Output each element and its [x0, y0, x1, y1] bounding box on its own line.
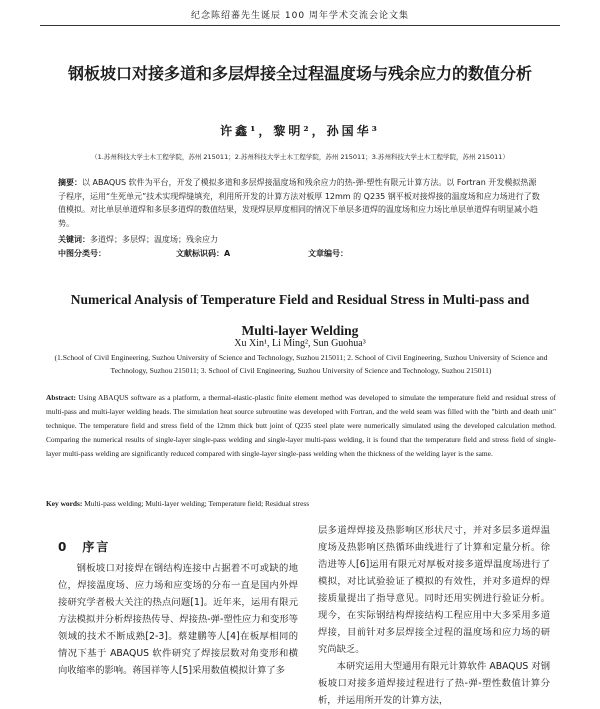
doc-code-value: A	[224, 249, 231, 258]
section-title: 序言	[82, 540, 111, 554]
body-column-left	[58, 560, 298, 679]
keywords-en	[46, 498, 556, 510]
affiliation-en: (1.School of Civil Engineering, Suzhou University of Science and Technology, Suzhou 215011; 2. School of Civil Engineering, Suzhou University of Science and Technology, Suzhou 215011; 3. School of Civil Engineering, Suzhou University of Science and Technology, Suzhou 215011)	[54, 353, 548, 375]
body-paragraph: 本研究运用大型通用有限元计算软件 ABAQUS 对钢板坡口对接多道焊接过程进行了热-弹-塑性数值计算分析，并运用所开发的计算方法，	[318, 661, 550, 706]
article-no-label: 文章编号：	[308, 249, 348, 258]
doc-code-label: 文献标识码：	[176, 249, 224, 258]
running-header: 纪念陈绍蕃先生诞辰 100 周年学术交流会论文集	[40, 8, 560, 26]
paper-title-cn: 钢板坡口对接多道和多层焊接全过程温度场与残余应力的数值分析	[67, 64, 532, 83]
keywords-en-text: Multi-pass welding; Multi-layer welding; Temperature field; Residual stress	[82, 499, 310, 508]
authors-en: Xu Xin¹, Li Ming², Sun Guohua³	[234, 338, 366, 349]
keywords-cn-label: 关键词：	[58, 235, 90, 244]
body-column-right	[318, 522, 550, 709]
paper-title-en-line2: Multi-layer Welding	[241, 323, 359, 338]
abstract-en-label: Abstract:	[46, 393, 76, 402]
clc-label: 中图分类号：	[58, 249, 106, 258]
abstract-cn-label: 摘要：	[58, 178, 82, 187]
paper-title-en	[50, 284, 550, 346]
section-heading	[58, 538, 110, 555]
body-paragraph: 钢板坡口对接焊在钢结构连接中占据着不可或缺的地位，焊接温度场、应力场和应变场的分布一直是国内外焊接研究学者极大关注的热点问题[1]。近年来，运用有限元方法模拟并分析焊接热传导、焊接热-弹-塑性应力和变形等领域的技术不断成熟[2-3]。蔡建鹏等人[4]在板厚相同的情况下基于 ABAQUS 软件研究了焊接层数对角变形和横向收缩率的影响。蒋国祥等人[5]采用数值模拟计算了多	[58, 563, 298, 676]
abstract-en	[46, 391, 556, 461]
section-number: 0	[58, 540, 69, 554]
keywords-cn	[58, 233, 542, 246]
affiliation-cn: （1.苏州科技大学土木工程学院，苏州 215011；2.苏州科技大学土木工程学院，苏州 215011；3.苏州科技大学土木工程学院，苏州 215011）	[91, 153, 509, 161]
paper-title-en-line1: Numerical Analysis of Temperature Field and Residual Stress in Multi-pass and	[70, 292, 530, 307]
abstract-cn	[58, 176, 542, 230]
abstract-cn-text: 以 ABAQUS 软件为平台，开发了模拟多道和多层焊接温度场和残余应力的热-弹-塑性有限元计算方法。以 Fortran 开发模拟热源子程序，运用“生死单元”技术实现焊缝填充，利用所开发的计算方法对板厚 12mm 的 Q235 钢平板对接焊接的温度场和应力场进行了数值模拟。对比单层单道焊和多层多道焊的数值结果，发现焊层厚度相同的情况下单层多道焊的温度场和应力场比单层单道焊有明显减小趋势。	[58, 178, 540, 228]
authors-cn: 许鑫¹，黎明²，孙国华³	[220, 124, 380, 138]
abstract-en-text: Using ABAQUS software as a platform, a thermal-elastic-plastic finite element method was developed to simulate the temperature field and residual stress of multi-pass and multi-layer welding heads. The simulation heat source subroutine was developed with Fortran, and the weld seam was filled with the "birth and death unit" technique. The temperature field and stress field of the 12mm thick butt joint of Q235 steel plate were numerically simulated using the developed calculation method. Comparing the numerical results of single-layer single-pass welding and single-layer multi-pass welding, it is found that the temperature field and stress field of single-layer multi-pass welding are significantly reduced compared with single-layer single-pass welding when the thickness of the welding layer is the same.	[46, 393, 556, 458]
body-paragraph: 层多道焊焊接及热影响区形状尺寸，并对多层多道焊温度场及热影响区热循环曲线进行了计算和定量分析。徐浩进等人[6]运用有限元对厚板对接多道焊温度场进行了模拟，对比试验验证了模拟的有效性，并对多道焊的焊接质量提出了指导意见。同时还用实例进行验证分析。现今，在实际钢结构焊接结构工程应用中大多采用多道焊接，目前针对多层焊接全过程的温度场和应力场的研究尚缺乏。	[318, 525, 550, 655]
keywords-cn-text: 多道焊；多层焊；温度场；残余应力	[90, 235, 218, 244]
keywords-en-label: Key words:	[46, 499, 83, 508]
classification-line	[58, 247, 542, 260]
